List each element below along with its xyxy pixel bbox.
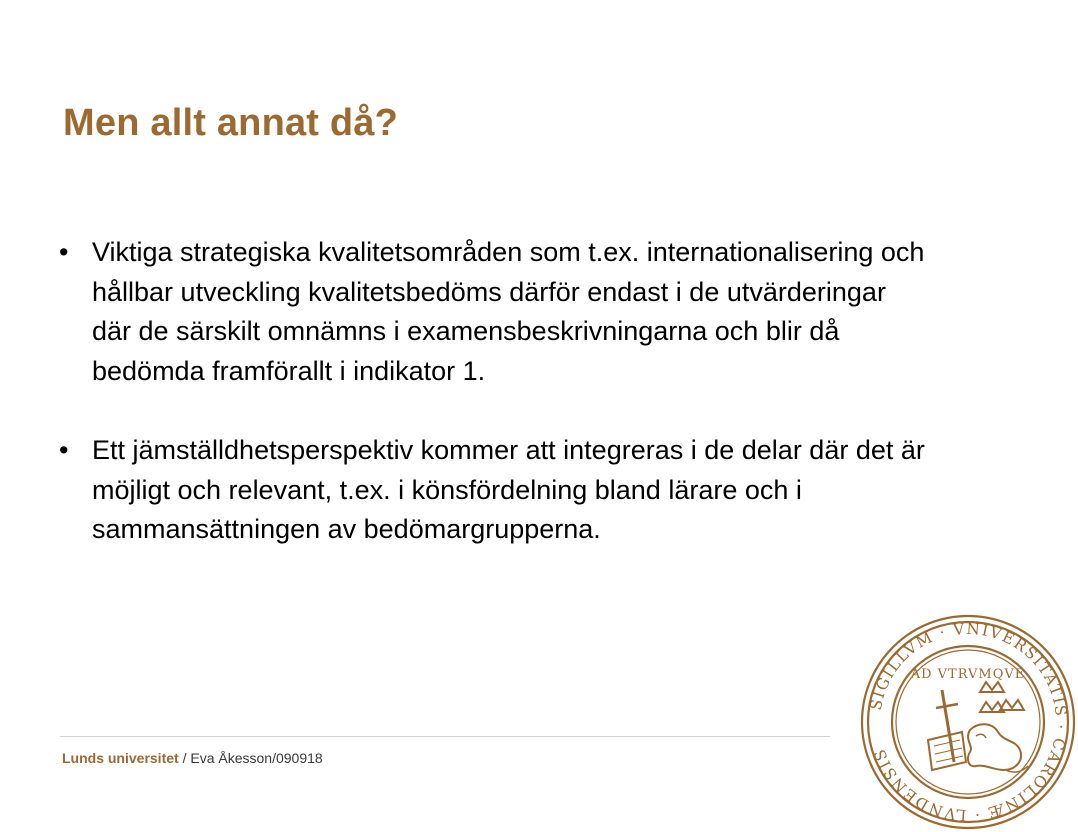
bullet-marker: • [59, 237, 69, 267]
seal-motto: AD VTRVMQVE [910, 667, 1026, 682]
bullet-item-2 [58, 431, 928, 550]
bullet-item-1 [58, 233, 928, 391]
footer-author-date: Eva Åkesson/090918 [190, 750, 323, 766]
bullet-text-2: Ett jämställdhetsperspektiv kommer att integreras i de delar där det är möjligt och relevant, t.ex. i könsfördelning bland lärare och i sammansättningen av bedömargrupperna. [92, 435, 925, 544]
footer [62, 749, 323, 767]
slide-title: Men allt annat då? [63, 102, 399, 144]
bullet-marker: • [59, 435, 69, 465]
bullet-list [58, 233, 928, 550]
footer-divider [60, 736, 830, 737]
footer-organization: Lunds universitet [62, 750, 179, 766]
seal-inscription-path: SIGILLVM · VNIVERSITATIS · CAROLINÆ · LVNDENSIS [866, 619, 1071, 825]
footer-separator: / [178, 750, 191, 766]
university-seal-icon [858, 612, 1078, 832]
bullet-text-1: Viktiga strategiska kvalitetsområden som t.ex. internationalisering och hållbar utveckling kvalitetsbedöms därför endast i de utvärderingar där de särskilt omnämns i examensbeskrivningarna och blir då bedömda framförallt i indikator 1. [92, 237, 925, 386]
